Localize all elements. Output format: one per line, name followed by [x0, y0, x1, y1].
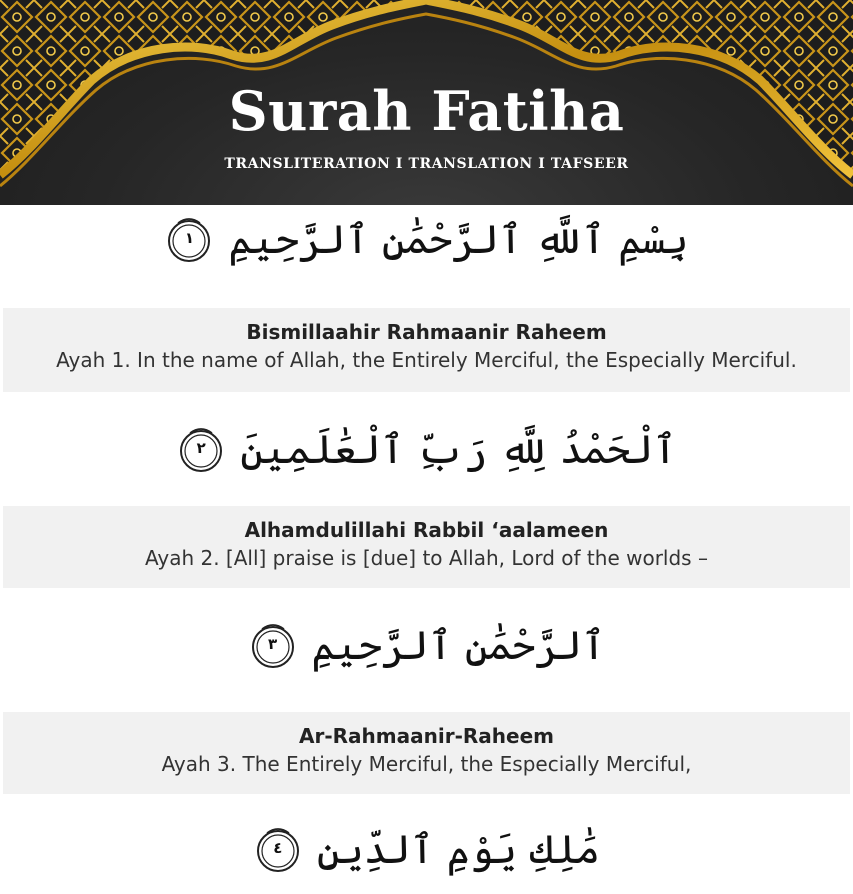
ayah-1-arabic-line: [0, 210, 853, 270]
ayah-3-arabic-line: [0, 614, 853, 678]
ayah-4-number: ٤: [273, 839, 283, 857]
ayah-4-marker: [253, 825, 303, 875]
ayah-3-translation-box: [3, 712, 850, 794]
ayah-2-transliteration: Alhamdulillahi Rabbil ‘aalameen: [244, 518, 609, 542]
ayah-2-number: ٢: [196, 439, 206, 457]
ayah-3-number: ٣: [267, 635, 278, 653]
ayah-3-translation: Ayah 3. The Entirely Merciful, the Especially Merciful,: [161, 752, 692, 776]
page-title: Surah Fatiha: [228, 79, 625, 143]
ayah-4-arabic-line: [0, 818, 853, 882]
ayah-1-transliteration: Bismillaahir Rahmaanir Raheem: [246, 320, 607, 344]
page-subtitle: TRANSLITERATION I TRANSLATION I TAFSEER: [224, 156, 629, 172]
ayah-3-marker: [248, 621, 298, 671]
ayah-2-marker: [176, 425, 226, 475]
header-banner: [0, 0, 853, 205]
ayah-2-translation: Ayah 2. [All] praise is [due] to Allah, Lord of the worlds –: [145, 546, 708, 570]
ayah-1-translation-box: [3, 308, 850, 392]
ayah-2-arabic-text: ٱلْحَمْدُ لِلَّهِ رَبِّ ٱلْعَٰلَمِينَ: [240, 427, 677, 473]
ayah-1-marker: [164, 215, 214, 265]
ayah-4-arabic-text: مَٰلِكِ يَوْمِ ٱلدِّينِ: [316, 827, 601, 873]
ayah-1-arabic-text: بِسْمِ ٱللَّهِ ٱلرَّحْمَٰنِ ٱلرَّحِيمِ: [228, 217, 689, 263]
ayah-1-number: ١: [184, 229, 195, 247]
ayah-3-transliteration: Ar-Rahmaanir-Raheem: [299, 724, 554, 748]
ayah-3-arabic-text: ٱلرَّحْمَٰنِ ٱلرَّحِيمِ: [311, 623, 606, 669]
ayah-2-arabic-line: [0, 418, 853, 482]
ayah-2-translation-box: [3, 506, 850, 588]
ayah-1-translation: Ayah 1. In the name of Allah, the Entirely Merciful, the Especially Merciful.: [56, 348, 797, 372]
